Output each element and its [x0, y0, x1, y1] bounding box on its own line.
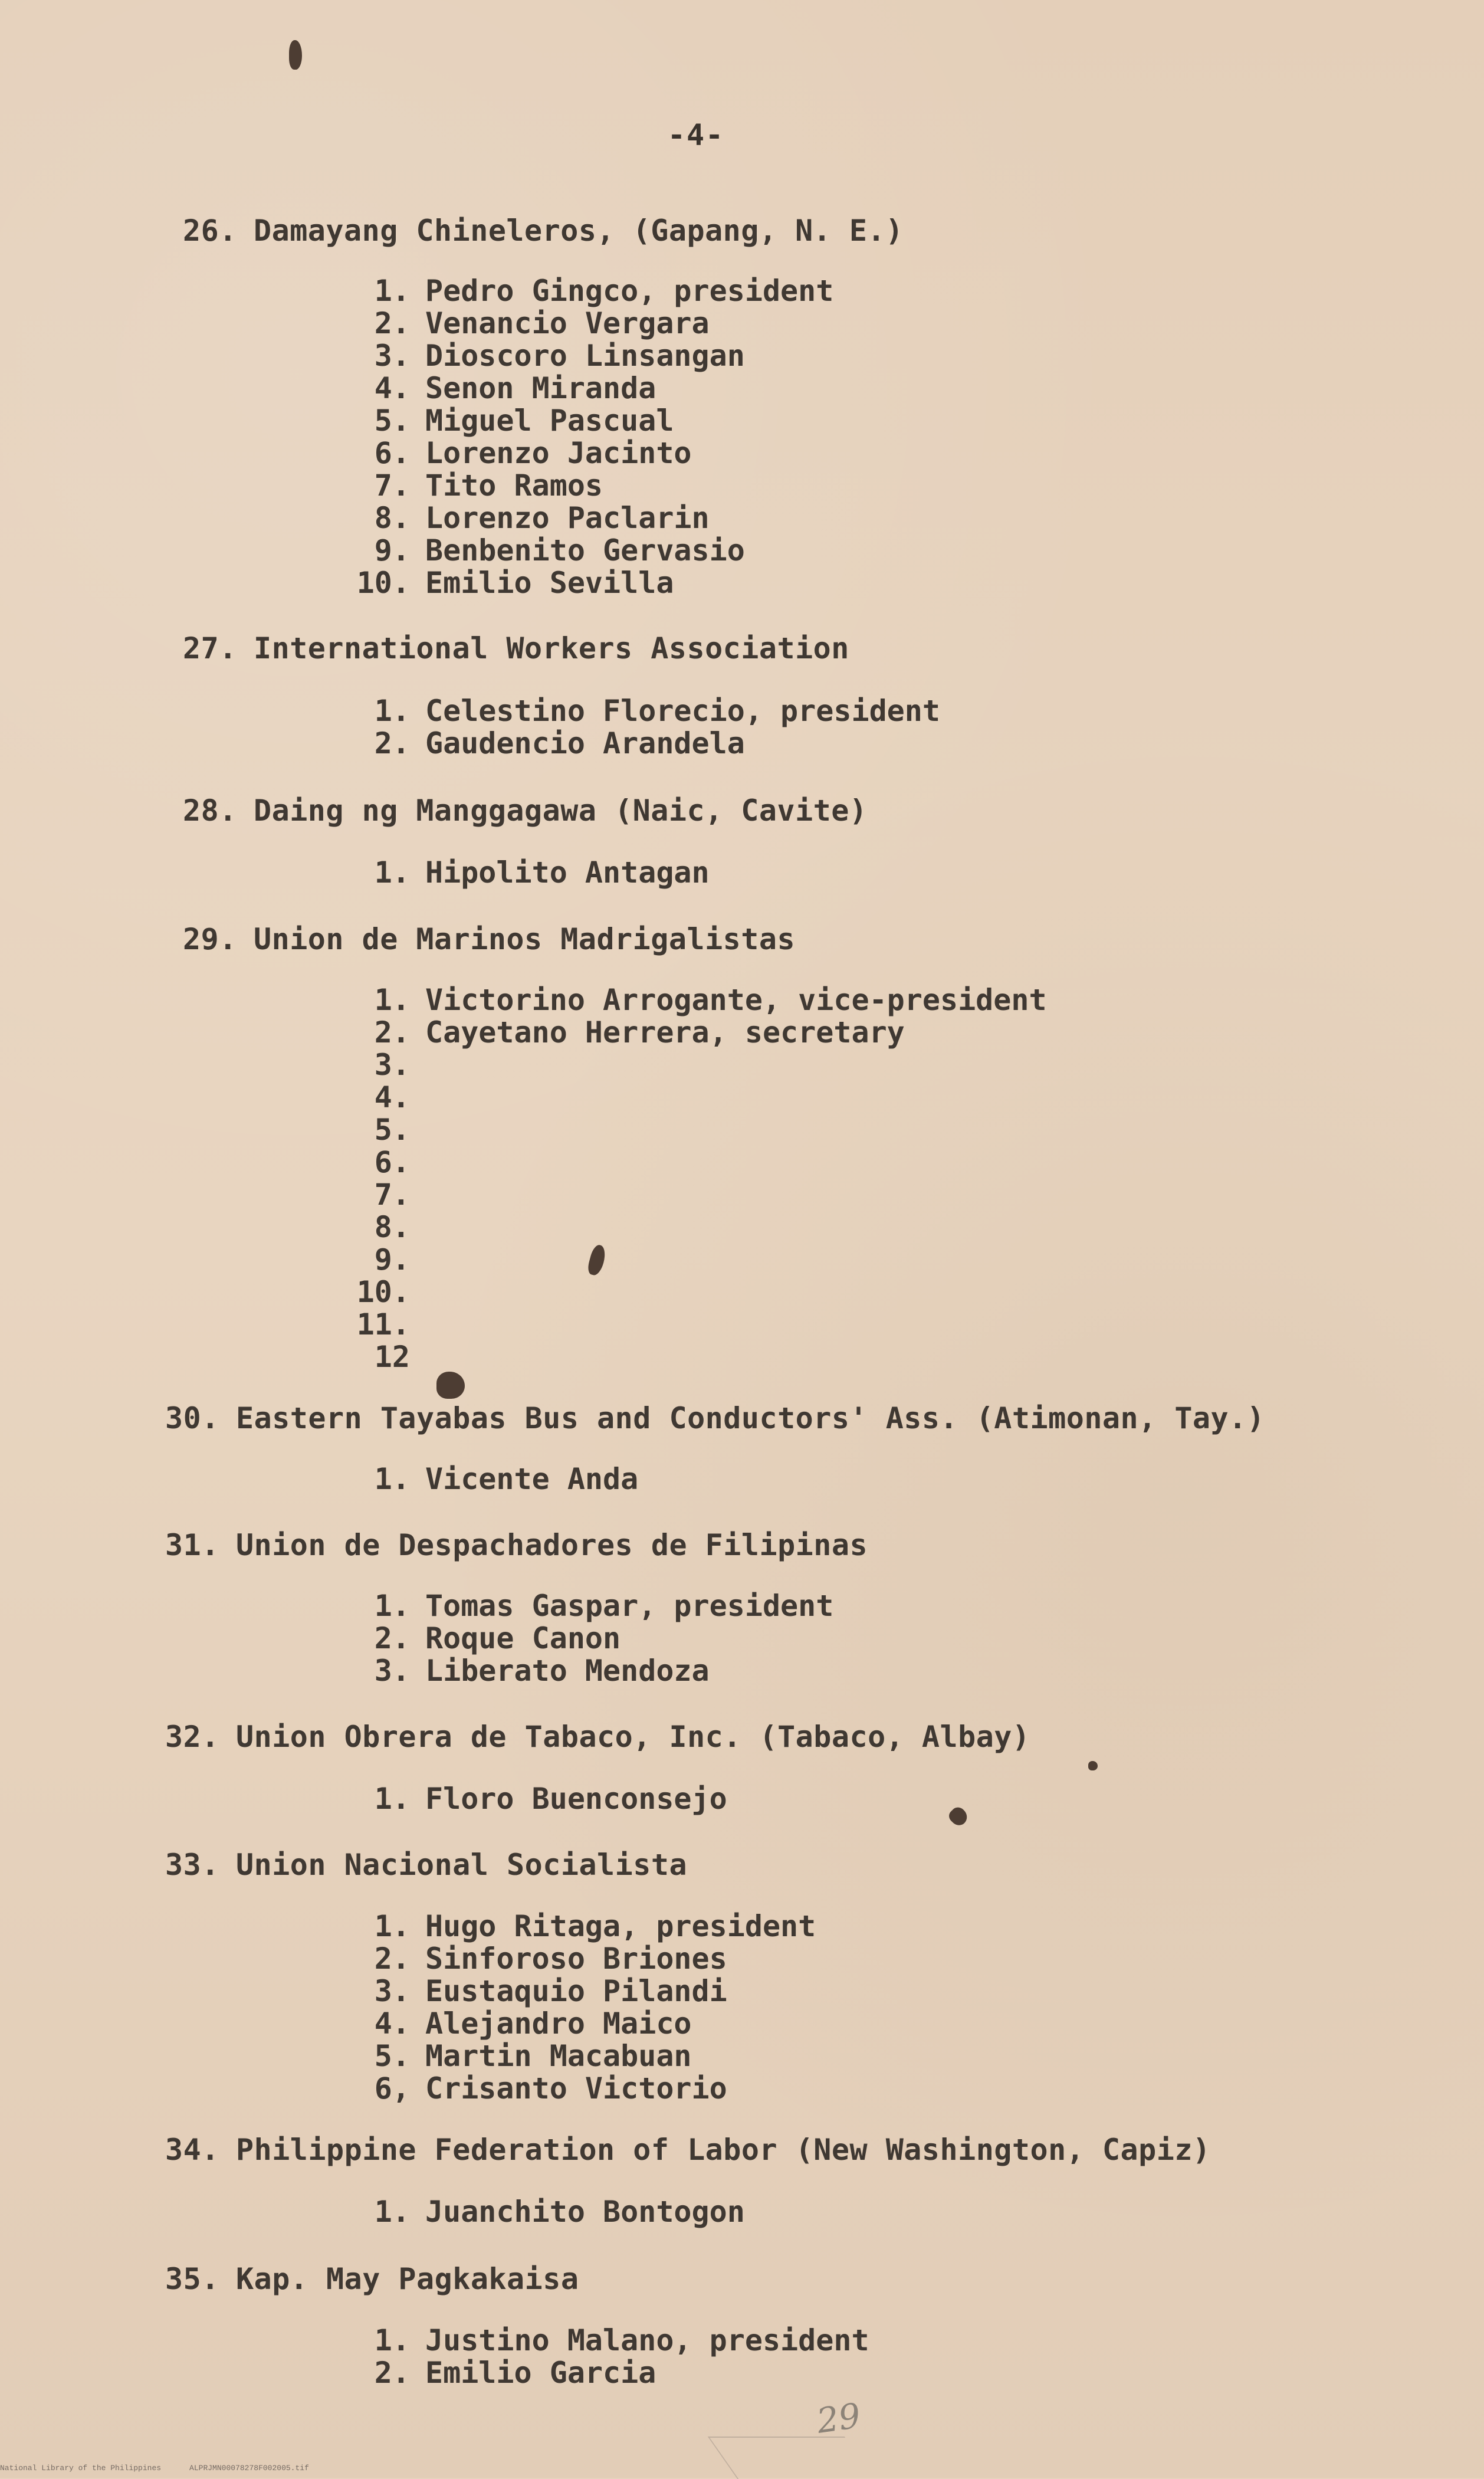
- member-name: Justino Malano, president: [425, 2323, 869, 2357]
- ink-spot: [1088, 1761, 1098, 1770]
- member-row: [354, 1114, 1047, 1146]
- member-row: [354, 340, 833, 372]
- member-list: [354, 857, 710, 889]
- member-name: Gaudencio Arandela: [425, 726, 745, 760]
- member-name: Cayetano Herrera, secretary: [425, 1015, 905, 1050]
- member-row: [354, 2196, 745, 2228]
- member-number: 1.: [374, 983, 410, 1017]
- member-name: Hipolito Antagan: [425, 855, 710, 890]
- member-number: 6.: [374, 1145, 410, 1179]
- member-row: [354, 437, 833, 470]
- member-number: 2.: [374, 1942, 410, 1976]
- member-list: [354, 1463, 638, 1496]
- member-row: [354, 2324, 869, 2357]
- member-number: 9.: [374, 533, 410, 568]
- member-number: 4.: [374, 1080, 410, 1114]
- member-row: [354, 1463, 638, 1496]
- organization-entry: [165, 1528, 868, 1562]
- member-list: [354, 275, 833, 599]
- organization-name: Union de Despachadores de Filipinas: [236, 1528, 868, 1562]
- member-number: 1.: [374, 855, 410, 890]
- member-name: Crisanto Victorio: [425, 2071, 727, 2106]
- member-row: [354, 567, 833, 599]
- pencil-mark: [708, 2437, 874, 2479]
- member-name: Roque Canon: [425, 1621, 621, 1655]
- member-row: [354, 727, 940, 760]
- member-number: 12: [374, 1340, 410, 1374]
- member-number: 7.: [374, 468, 410, 503]
- member-row: [354, 1975, 816, 2008]
- member-name: Liberato Mendoza: [425, 1654, 710, 1688]
- member-number: 1.: [374, 274, 410, 308]
- member-name: Senon Miranda: [425, 371, 656, 405]
- member-row: [354, 2357, 869, 2389]
- member-row: [354, 1783, 727, 1815]
- member-number: 1.: [374, 694, 410, 728]
- member-number: 2.: [374, 1015, 410, 1050]
- member-name: Dioscoro Linsangan: [425, 339, 745, 373]
- organization-entry: [183, 214, 904, 248]
- file-name: ALPRJMN00078278F002005.tif: [189, 2464, 309, 2473]
- member-list: [354, 2324, 869, 2389]
- organization-number: 34.: [165, 2133, 219, 2167]
- member-row: [354, 470, 833, 502]
- member-number: 1.: [374, 2195, 410, 2229]
- member-row: [354, 502, 833, 535]
- member-name: Juanchito Bontogon: [425, 2195, 745, 2229]
- member-row: [354, 857, 710, 889]
- member-number: 6.: [374, 436, 410, 470]
- member-number: 2.: [374, 1621, 410, 1655]
- member-number: 1.: [374, 1462, 410, 1496]
- member-number: 8.: [374, 501, 410, 535]
- organization-entry: [183, 922, 795, 956]
- member-row: [354, 2040, 816, 2073]
- member-list: [354, 2196, 745, 2228]
- member-row: [354, 1016, 1047, 1049]
- member-name: Victorino Arrogante, vice-president: [425, 983, 1047, 1017]
- member-name: Sinforoso Briones: [425, 1942, 727, 1976]
- member-name: Benbenito Gervasio: [425, 533, 745, 568]
- organization-name: Damayang Chineleros, (Gapang, N. E.): [254, 214, 904, 248]
- organization-name: Union Nacional Socialista: [236, 1848, 688, 1882]
- organization-entry: [165, 1848, 687, 1882]
- member-name: Vicente Anda: [425, 1462, 639, 1496]
- member-number: 10.: [356, 566, 410, 600]
- member-name: Hugo Ritaga, president: [425, 1909, 816, 1943]
- member-row: [354, 1081, 1047, 1114]
- member-list: [354, 695, 940, 760]
- member-name: Venancio Vergara: [425, 306, 710, 340]
- member-name: Alejandro Maico: [425, 2006, 692, 2041]
- member-row: [354, 1309, 1047, 1341]
- member-number: 8.: [374, 1210, 410, 1244]
- member-row: [354, 307, 833, 340]
- ink-spot: [946, 1804, 970, 1828]
- member-number: 6,: [374, 2071, 410, 2106]
- organization-number: 35.: [165, 2262, 219, 2296]
- member-row: [354, 2008, 816, 2040]
- member-number: 11.: [356, 1307, 410, 1342]
- member-row: [354, 1622, 833, 1655]
- member-row: [354, 695, 940, 727]
- organization-entry: [165, 2262, 579, 2296]
- member-number: 3.: [374, 339, 410, 373]
- member-row: [354, 2073, 816, 2105]
- handwritten-page-number: 29: [814, 2395, 864, 2441]
- member-name: Eustaquio Pilandi: [425, 1974, 727, 2008]
- member-name: Pedro Gingco, president: [425, 274, 834, 308]
- member-row: [354, 1276, 1047, 1309]
- organization-name: Philippine Federation of Labor (New Washington, Capiz): [236, 2133, 1211, 2167]
- member-row: [354, 275, 833, 307]
- member-number: 3.: [374, 1048, 410, 1082]
- member-row: [354, 1146, 1047, 1179]
- member-list: [354, 1910, 816, 2105]
- organization-name: Daing ng Manggagawa (Naic, Cavite): [254, 793, 868, 828]
- member-list: [354, 1590, 833, 1687]
- organization-number: 33.: [165, 1848, 219, 1882]
- organization-entry: [183, 793, 868, 828]
- member-row: [354, 372, 833, 405]
- member-number: 5.: [374, 404, 410, 438]
- organization-number: 30.: [165, 1401, 219, 1435]
- member-number: 1.: [374, 1909, 410, 1943]
- member-name: Tito Ramos: [425, 468, 603, 503]
- member-row: [354, 1590, 833, 1622]
- member-name: Lorenzo Paclarin: [425, 501, 710, 535]
- organization-entry: [183, 631, 849, 665]
- member-name: Emilio Garcia: [425, 2356, 656, 2390]
- member-number: 3.: [374, 1654, 410, 1688]
- organization-name: Eastern Tayabas Bus and Conductors' Ass. (Atimonan, Tay.): [236, 1401, 1265, 1435]
- member-name: Emilio Sevilla: [425, 566, 674, 600]
- member-number: 1.: [374, 2323, 410, 2357]
- member-name: Miguel Pascual: [425, 404, 674, 438]
- page-number: -4-: [667, 118, 725, 152]
- member-number: 3.: [374, 1974, 410, 2008]
- member-number: 4.: [374, 2006, 410, 2041]
- member-row: [354, 984, 1047, 1016]
- organization-entry: [165, 1401, 1265, 1435]
- organization-entry: [165, 2133, 1211, 2167]
- member-row: [354, 1910, 816, 1943]
- member-list: [354, 984, 1047, 1373]
- organization-entry: [165, 1720, 1030, 1754]
- member-number: 2.: [374, 726, 410, 760]
- member-row: [354, 1211, 1047, 1244]
- organization-number: 26.: [183, 214, 237, 248]
- member-name: Lorenzo Jacinto: [425, 436, 692, 470]
- organization-number: 27.: [183, 631, 237, 665]
- member-row: [354, 1655, 833, 1687]
- member-number: 9.: [374, 1242, 410, 1277]
- archive-footer: [0, 2464, 337, 2473]
- member-row: [354, 535, 833, 567]
- organization-number: 28.: [183, 793, 237, 828]
- member-row: [354, 1049, 1047, 1081]
- member-number: 2.: [374, 2356, 410, 2390]
- member-number: 10.: [356, 1275, 410, 1309]
- member-number: 1.: [374, 1589, 410, 1623]
- library-name: National Library of the Philippines: [0, 2464, 162, 2473]
- organization-name: Union de Marinos Madrigalistas: [254, 922, 796, 956]
- organization-name: Kap. May Pagkakaisa: [236, 2262, 579, 2296]
- member-name: Floro Buenconsejo: [425, 1782, 727, 1816]
- member-name: Martin Macabuan: [425, 2039, 692, 2073]
- member-number: 5.: [374, 1113, 410, 1147]
- member-row: [354, 1179, 1047, 1211]
- member-number: 5.: [374, 2039, 410, 2073]
- member-number: 7.: [374, 1178, 410, 1212]
- member-row: [354, 405, 833, 437]
- member-number: 4.: [374, 371, 410, 405]
- member-row: [354, 1244, 1047, 1276]
- member-row: [354, 1943, 816, 1975]
- organization-number: 32.: [165, 1720, 219, 1754]
- organization-number: 31.: [165, 1528, 219, 1562]
- organization-name: Union Obrera de Tabaco, Inc. (Tabaco, Albay): [236, 1720, 1030, 1754]
- member-list: [354, 1783, 727, 1815]
- organization-number: 29.: [183, 922, 237, 956]
- member-name: Tomas Gaspar, president: [425, 1589, 834, 1623]
- ink-spot: [289, 40, 302, 70]
- member-number: 2.: [374, 306, 410, 340]
- member-row: [354, 1341, 1047, 1373]
- member-name: Celestino Florecio, president: [425, 694, 940, 728]
- ink-spot: [436, 1372, 465, 1399]
- member-number: 1.: [374, 1782, 410, 1816]
- organization-name: International Workers Association: [254, 631, 849, 665]
